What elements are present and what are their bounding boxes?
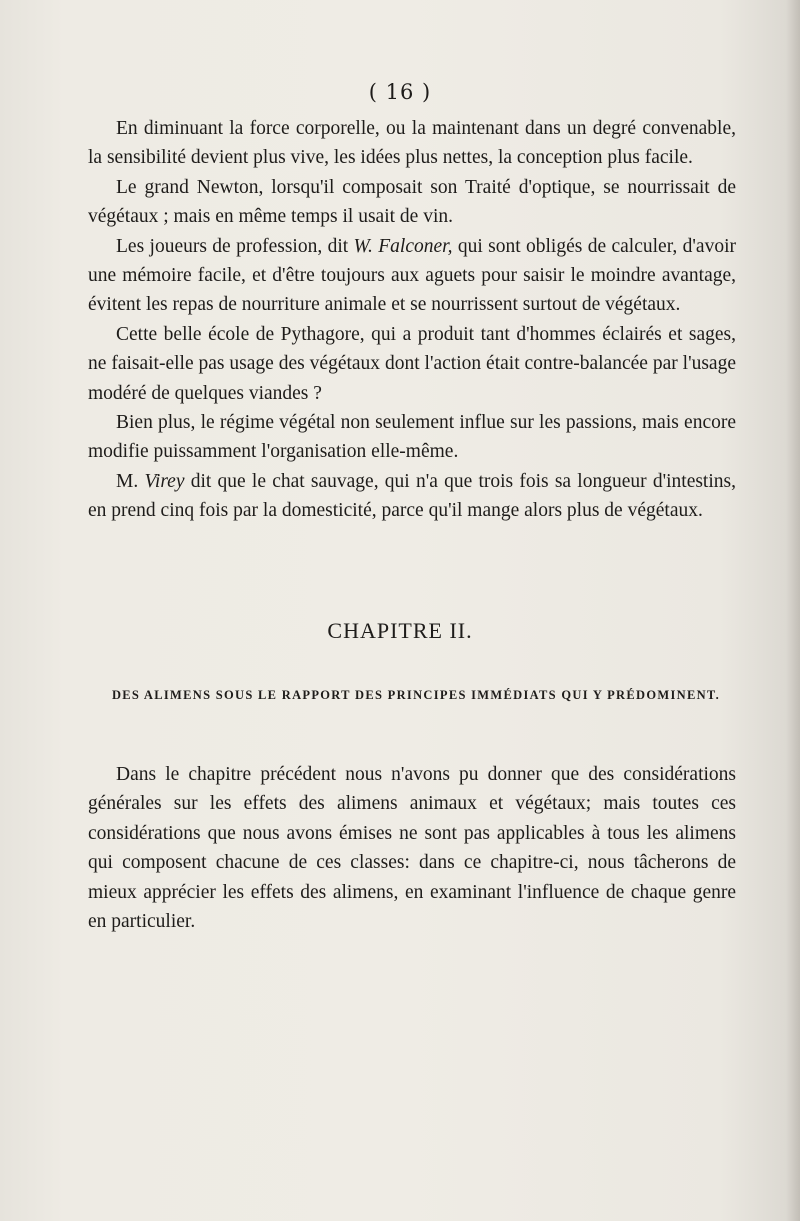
italic-name: Virey — [144, 470, 185, 492]
paragraph — [88, 467, 736, 526]
paragraph-text: En diminuant la force corporelle, ou la maintenant dans un degré convenable, la sensibilité devient plus vive, les idées plus nettes, la conception plus facile. — [88, 118, 736, 169]
body-text-bottom — [88, 760, 736, 936]
paragraph — [88, 760, 736, 936]
paragraph-text: Les joueurs de profession, dit — [116, 235, 354, 257]
paragraph-text: M. — [116, 470, 145, 492]
body-text-top — [88, 114, 736, 526]
paragraph — [88, 114, 736, 173]
paragraph-text: Le grand Newton, lorsqu'il composait son Traité d'optique, se nourrissait de végétaux ; mais en même temps il usait de vin. — [88, 176, 736, 228]
paragraph — [88, 232, 736, 320]
paragraph-text: Cette belle école de Pythagore, qui a produit tant d'hommes éclairés et sages, ne faisait-elle pas usage des végétaux dont l'action était contre-balancée par l'usage modéré de quelques viandes ? — [88, 323, 736, 404]
page-edge-shadow — [786, 0, 800, 1221]
paragraph — [88, 408, 736, 467]
paragraph-text: qui sont obligés de calculer, d'avoir une mémoire facile, et d'être toujours aux aguets pour saisir le moindre avantage, évitent les repas de nourriture animale et se nourrissent surtout de végétaux. — [88, 235, 736, 316]
paragraph-text: Dans le chapitre précédent nous n'avons pu donner que des considérations générales sur les effets des alimens animaux et végétaux; mais toutes ces considérations que nous avons émises ne sont pas applicables à tous les alimens qui composent chacune de ces classes: dans ce chapitre-ci, nous tâcherons de mieux apprécier les effets des alimens, en examinant l'influence de chaque genre en particulier. — [88, 764, 736, 933]
italic-name: W. Falconer, — [353, 235, 453, 257]
chapter-subtitle: DES ALIMENS SOUS LE RAPPORT DES PRINCIPES IMMÉDIATS QUI Y PRÉDOMINENT. — [111, 688, 721, 702]
page-number: ( 16 ) — [368, 80, 432, 104]
paragraph — [88, 173, 736, 232]
chapter-title: CHAPITRE II. — [327, 618, 473, 643]
paragraph-text: Bien plus, le régime végétal non seulement influe sur les passions, mais encore modifie puissamment l'organisation elle-même. — [88, 412, 736, 463]
paragraph-text: dit que le chat sauvage, qui n'a que trois fois sa longueur d'intestins, en prend cinq fois par la domesticité, parce qu'il mange alors plus de végétaux. — [88, 470, 736, 522]
paragraph — [88, 320, 736, 408]
